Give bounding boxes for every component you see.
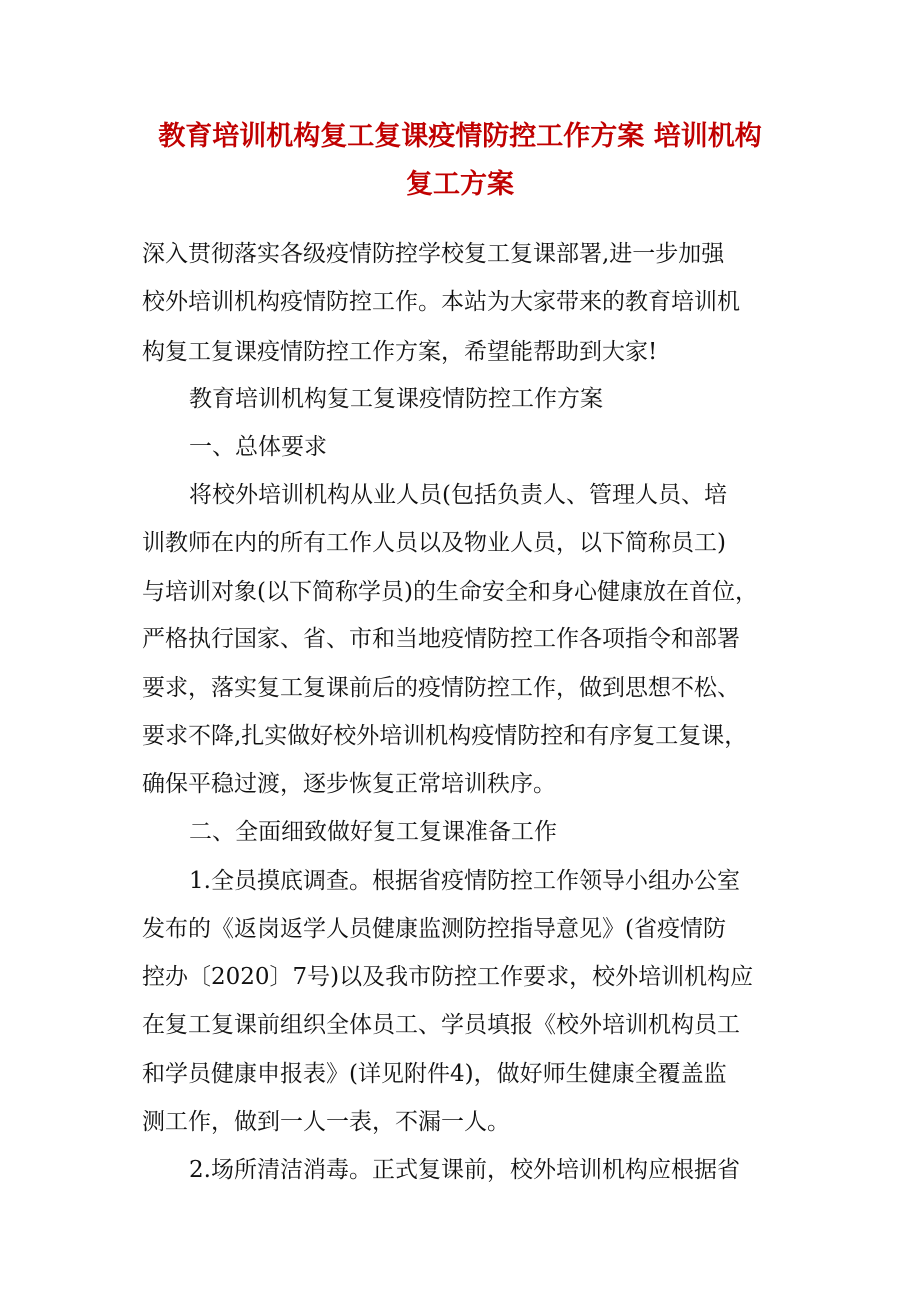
paragraph-line: 严格执行国家、省、市和当地疫情防控工作各项指令和部署 <box>142 626 740 652</box>
paragraph-line: 将校外培训机构从业人员(包括负责人、管理人员、培 <box>189 482 727 508</box>
paragraph-line: 与培训对象(以下简称学员)的生命安全和身心健康放在首位， <box>142 579 758 605</box>
intro-line: 深入贯彻落实各级疫情防控学校复工复课部署,进一步加强 <box>142 241 725 267</box>
section-heading-2: 二、全面细致做好复工复课准备工作 <box>189 819 557 845</box>
document-title-line-2: 复工方案 <box>406 169 514 200</box>
document-subtitle: 教育培训机构复工复课疫情防控工作方案 <box>189 386 603 412</box>
paragraph-line: 训教师在内的所有工作人员以及物业人员，以下简称员工) <box>142 530 726 556</box>
paragraph-line: 和学员健康申报表》(详见附件4)，做好师生健康全覆盖监 <box>142 1061 727 1087</box>
paragraph-line: 确保平稳过渡，逐步恢复正常培训秩序。 <box>142 771 556 797</box>
paragraph-line: 1.全员摸底调查。根据省疫情防控工作领导小组办公室 <box>189 868 740 894</box>
intro-line: 构复工复课疫情防控工作方案，希望能帮助到大家! <box>142 339 658 365</box>
paragraph-line: 发布的《返岗返学人员健康监测防控指导意见》(省疫情防 <box>142 916 726 942</box>
paragraph-line: 要求不降,扎实做好校外培训机构疫情防控和有序复工复课， <box>142 723 748 749</box>
paragraph-line: 要求，落实复工复课前后的疫情防控工作，做到思想不松、 <box>142 675 740 701</box>
intro-line: 校外培训机构疫情防控工作。本站为大家带来的教育培训机 <box>142 289 740 315</box>
document-title-line-1: 教育培训机构复工复课疫情防控工作方案 培训机构 <box>158 121 762 152</box>
paragraph-line: 控办〔2020〕7号)以及我市防控工作要求，校外培训机构应 <box>142 964 754 990</box>
paragraph-line: 2.场所清洁消毒。正式复课前，校外培训机构应根据省 <box>189 1157 740 1183</box>
paragraph-line: 在复工复课前组织全体员工、学员填报《校外培训机构员工 <box>142 1012 740 1038</box>
section-heading-1: 一、总体要求 <box>189 434 327 460</box>
paragraph-line: 测工作，做到一人一表，不漏一人。 <box>142 1109 510 1135</box>
